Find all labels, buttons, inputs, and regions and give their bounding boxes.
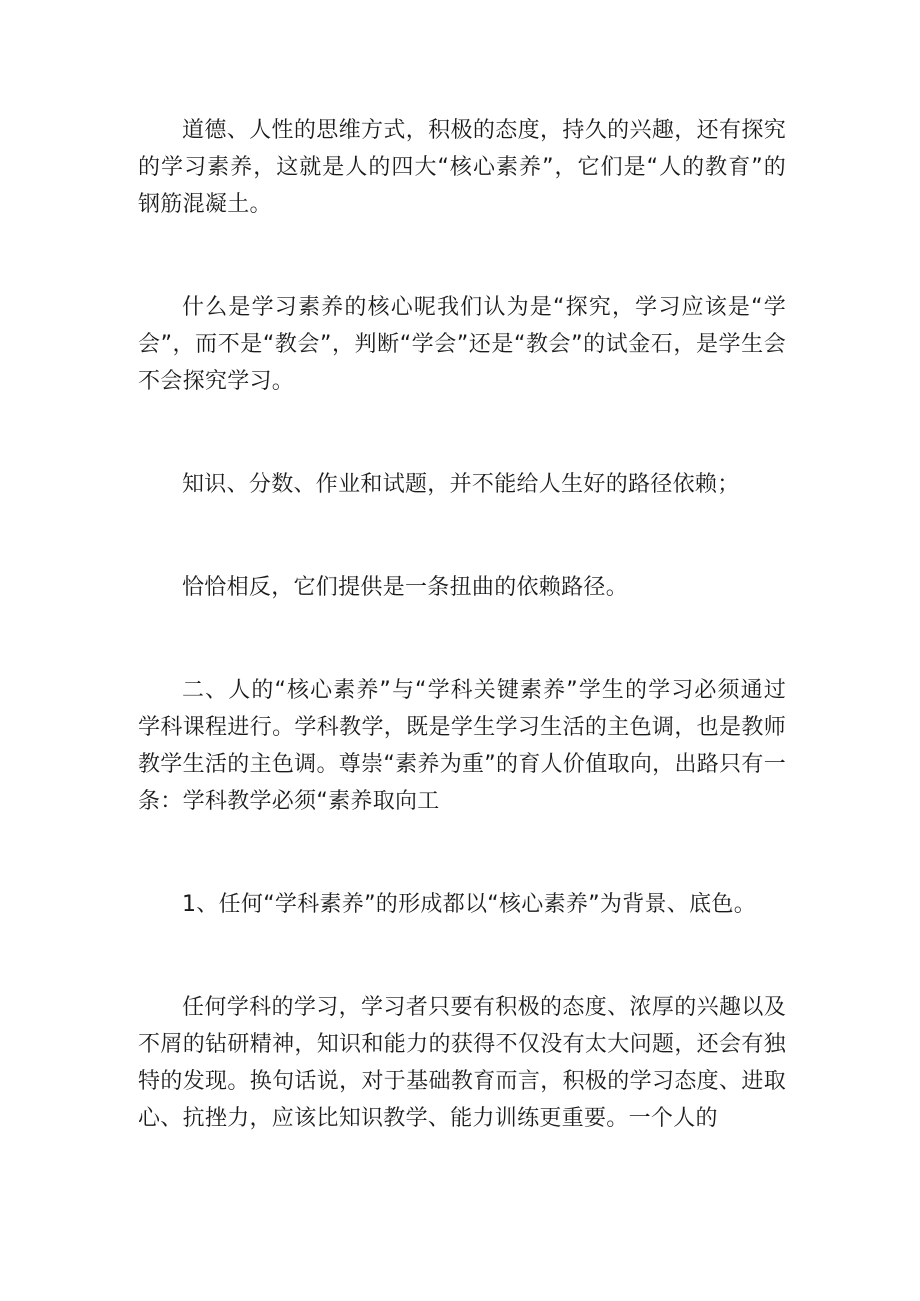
paragraph-learning-literacy: 什么是学习素养的核心呢我们认为是“探究，学习应该是“学会”，而不是“教会”，判断“学会”还是“教会”的试金石，是学生会不会探究学习。: [138, 295, 786, 394]
document-body: [138, 112, 786, 1137]
paragraph-any-subject: 任何学科的学习，学习者只要有积极的态度、浓厚的兴趣以及不屑的钻研精神，知识和能力的获得不仅没有太大问题，还会有独特的发现。换句话说，对于基础教育而言，积极的学习态度、进取心、抗挫力，应该比知识教学、能力训练更重要。一个人的: [138, 995, 786, 1131]
paragraph-point-one: 1、任何“学科素养”的形成都以“核心素养”为背景、底色。: [182, 892, 756, 917]
paragraph-section-two: 二、人的“核心素养”与“学科关键素养”学生的学习必须通过学科课程进行。学科教学，既是学生学习生活的主色调，也是教师教学生活的主色调。尊崇“素养为重”的育人价值取向，出路只有一条：学科教学必须“素养取向工: [138, 678, 786, 814]
paragraph-contrary: 恰恰相反，它们提供是一条扭曲的依赖路径。: [182, 575, 629, 600]
paragraph-knowledge-scores: 知识、分数、作业和试题，并不能给人生好的路径依赖；: [182, 472, 740, 497]
paragraph-core-literacy: 道德、人性的思维方式，积极的态度，持久的兴趣，还有探究的学习素养，这就是人的四大“核心素养”，它们是“人的教育”的钢筋混凝土。: [138, 118, 786, 217]
